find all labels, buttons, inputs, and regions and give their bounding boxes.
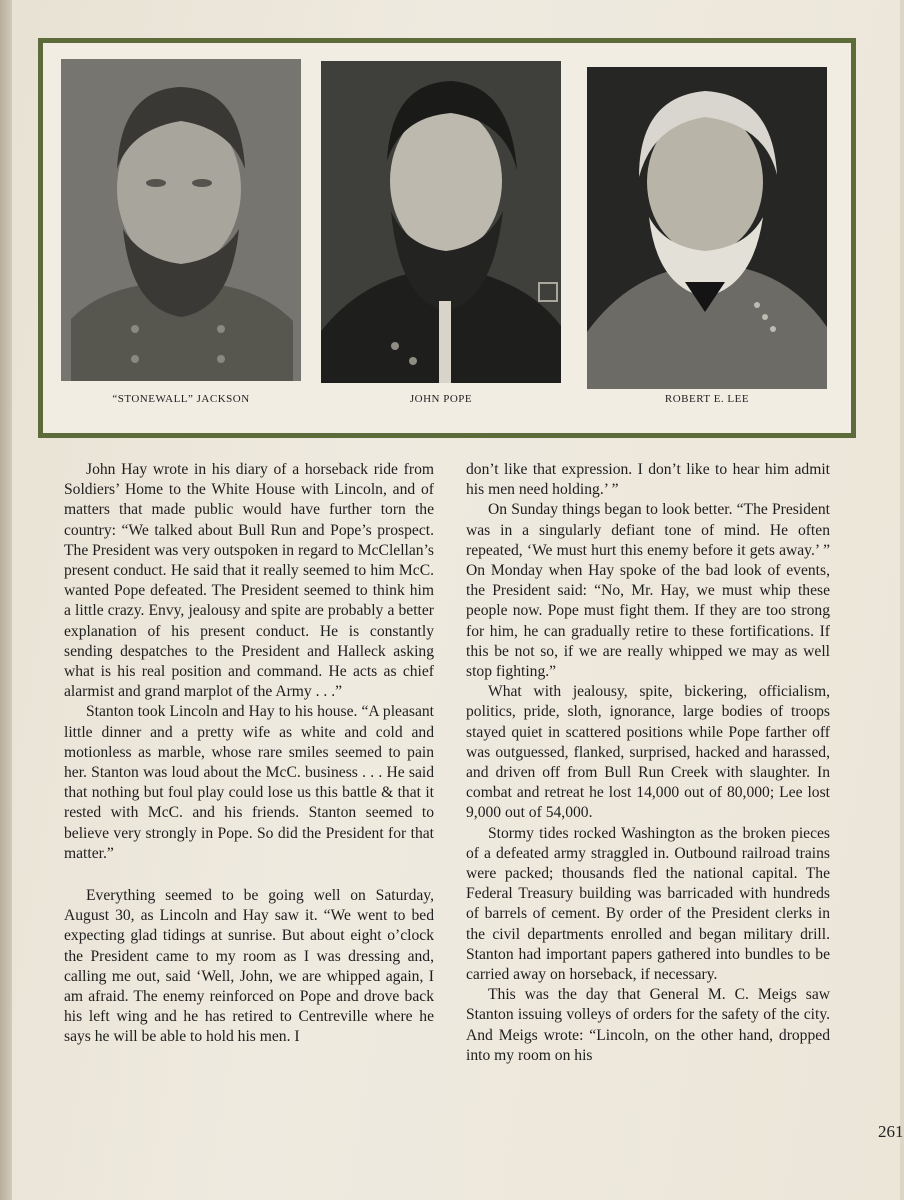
caption-robert-e-lee: ROBERT E. LEE [664,393,750,405]
book-page [12,0,904,1200]
portrait-john-pope [321,61,561,383]
paragraph: Stormy tides rocked Washington as the broken pieces of a defeated army straggled in. Outbound railroad trains were packed; thousands fled the national capital. The Federal Treasury building was barricaded with hundreds of barrels of cement. By order of the President clerks in the civil departments enrolled and began military drill. Stanton had important papers gathered into bundles to be carried away on horseback, if necessary. [466,824,830,984]
paragraph: Stanton took Lincoln and Hay to his house. “A pleasant little dinner and a pretty wife as white and cold and motionless as marble, whose rare smiles seemed to pain her. Stanton was loud about the McC. business . . . He said that nothing but foul play could lose us this battle & that it rested with McC. and his friends. Stanton seemed to believe very strongly in Pope. So did the President for that matter.” [64,703,434,862]
paragraph: don’t like that expression. I don’t like to hear him admit his men need holding.’ ” [466,461,830,499]
page-number: 261 [878,1122,904,1141]
caption-john-pope: JOHN POPE [409,393,473,405]
text-column-left [64,460,434,1048]
portrait-frame [38,38,856,438]
paragraph: This was the day that General M. C. Meigs saw Stanton issuing volleys of orders for the safety of the city. And Meigs wrote: “Lincoln, on the other hand, dropped into my room on his [466,986,830,1064]
text-column-right [466,460,830,1066]
paragraph: What with jealousy, spite, bickering, officialism, politics, pride, sloth, ignorance, large bodies of troops stayed quiet in scattered positions while Pope farther off was outguessed, flanked, surprised, hacked and harassed, and driven off from Bull Run Creek with slaughter. In combat and retreat he lost 14,000 out of 80,000; Lee lost 9,000 out of 54,000. [466,683,830,822]
portrait-robert-e-lee [587,67,827,389]
paragraph: On Sunday things began to look better. “The President was in a singularly defiant tone of mind. He often repeated, ‘We must hurt this enemy before it gets away.’ ” On Monday when Hay spoke of the bad look of events, the President said: “No, Mr. Hay, we must whip these people now. Pope must fight them. If they are too strong for him, he can gradually retire to these fortifications. If this be not so, if we are really whipped we may as well stop fighting.” [466,501,830,681]
paragraph: Everything seemed to be going well on Saturday, August 30, as Lincoln and Hay saw it. “We went to bed expecting glad tidings at sunrise. But about eight o’clock the President came to my room as I was dressing and, calling me out, said ‘Well, John, we are whipped again, I am afraid. The enemy reinforced on Pope and drove back his left wing and he has retired to Centreville where he says he will be able to hold his men. I [64,887,434,1046]
paragraph: John Hay wrote in his diary of a horseback ride from Soldiers’ Home to the White House with Lincoln, and of matters that made public would have further torn the country: “We talked about Bull Run and Pope’s prospect. The President was very outspoken in regard to McClellan’s present conduct. He said that it really seemed to him McC. wanted Pope defeated. The President seemed to think him a little crazy. Envy, jealousy and spite are probably a better explanation of his present conduct. He is constantly sending despatches to the President and Halleck asking what is his real position and command. He acts as chief alarmist and grand marplot of the Army . . .” [64,461,434,701]
caption-stonewall-jackson: “STONEWALL” JACKSON [112,393,250,405]
portrait-stonewall-jackson [61,59,301,381]
